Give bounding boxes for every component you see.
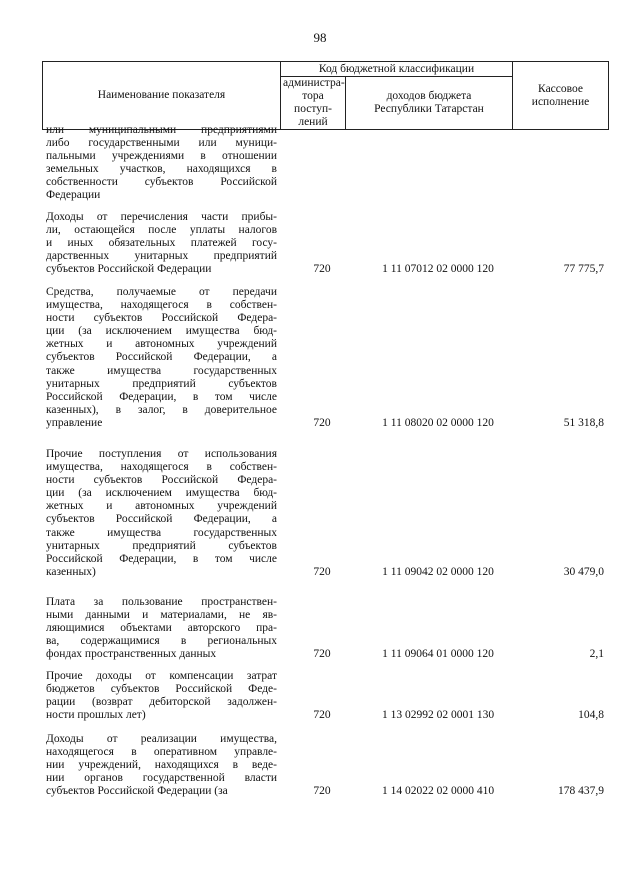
row-name-line: ности прошлых лет) xyxy=(46,709,146,722)
row-name-line: имущества, находящегося в собствен- xyxy=(46,461,277,474)
row-name-line: субъектов Российской Федерации (за xyxy=(46,785,228,798)
row-name-line: ляющимися объектами авторского пра- xyxy=(46,622,277,635)
row-name-line: казенных), в залог, в доверительное xyxy=(46,403,277,416)
row-name-line: или муниципальными предприятиями xyxy=(46,124,277,136)
row-name xyxy=(46,124,277,203)
row-name-line: Доходы от реализации имущества, xyxy=(46,733,277,745)
row-name-line: субъектов Российской Федерации xyxy=(46,263,212,276)
row-name-line: жетных и автономных учреждений xyxy=(46,338,277,351)
row-income-code: 1 13 02992 02 0001 130 xyxy=(381,709,495,722)
row-name-line: казенных) xyxy=(46,565,96,578)
row-name-line: земельных участков, находящихся в xyxy=(46,163,277,176)
row-income-code: 1 11 09064 01 0000 120 xyxy=(382,648,494,661)
row-name xyxy=(46,670,277,722)
page-number: 98 xyxy=(313,30,327,45)
row-name-line: также имущества государственных xyxy=(46,526,277,539)
row-name-line: находящегося в оперативном управле- xyxy=(46,746,277,759)
row-admin-code: 720 xyxy=(313,648,331,661)
row-name-line: нии учреждений, находящихся в веде- xyxy=(46,759,277,772)
row-name-line: ции (за исключением имущества бюд- xyxy=(46,325,277,338)
row-name-line: Федерации xyxy=(46,189,101,202)
row-name-line: рации (возврат дебиторской задолжен- xyxy=(46,696,277,709)
row-name-line: ности субъектов Российской Федера- xyxy=(46,474,277,487)
row-name-line: ции (за исключением имущества бюд- xyxy=(46,487,277,500)
row-name-line: фондах пространственных данных xyxy=(46,648,217,661)
row-amount: 2,1 xyxy=(589,648,604,661)
row-name-line: пальными учреждениями в отношении xyxy=(46,150,277,163)
row-name-line: нии органов государственной власти xyxy=(46,772,277,785)
row-name-line: ли, остающейся после уплаты налогов xyxy=(46,224,277,237)
row-name xyxy=(46,286,277,430)
row-amount: 51 318,8 xyxy=(563,417,604,429)
row-admin-code: 720 xyxy=(313,263,331,276)
header-name-column: Наименование показателя xyxy=(43,62,281,130)
row-name-line: Доходы от перечисления части прибы- xyxy=(46,211,277,223)
row-name-line: Прочие доходы от компенсации затрат xyxy=(46,670,277,682)
row-name-line: бюджетов субъектов Российской Феде- xyxy=(46,683,277,696)
row-name-line: жетных и автономных учреждений xyxy=(46,500,277,513)
header-admin-column: администра- тора поступ- лений xyxy=(281,77,346,130)
row-name-line: дарственных унитарных предприятий xyxy=(46,250,277,263)
row-name-line: и иных обязательных платежей госу- xyxy=(46,237,277,250)
row-name xyxy=(46,448,277,579)
row-name xyxy=(46,596,277,661)
row-name-line: Российской Федерации, в том числе xyxy=(46,390,277,403)
row-admin-code: 720 xyxy=(313,709,331,722)
row-name-line: унитарных предприятий субъектов xyxy=(46,377,277,390)
row-name-line: ности субъектов Российской Федера- xyxy=(46,312,277,325)
row-name-line: субъектов Российской Федерации, а xyxy=(46,513,277,526)
row-admin-code: 720 xyxy=(313,417,331,429)
row-name-line: управление xyxy=(46,416,103,429)
row-name-line: также имущества государственных xyxy=(46,364,277,377)
row-income-code: 1 11 07012 02 0000 120 xyxy=(382,263,494,276)
row-amount: 178 437,9 xyxy=(558,785,604,798)
row-admin-code: 720 xyxy=(313,565,331,578)
row-name xyxy=(46,211,277,276)
row-amount: 104,8 xyxy=(578,709,604,722)
row-name-line: либо государственными или муници- xyxy=(46,137,277,150)
row-name-line: Прочие поступления от использования xyxy=(46,448,277,460)
row-admin-code: 720 xyxy=(313,785,331,798)
row-name-line: ными данными и материалами, не яв- xyxy=(46,609,277,622)
header-classification-group: Код бюджетной классификации xyxy=(281,62,513,77)
row-name-line: Российской Федерации, в том числе xyxy=(46,552,277,565)
row-amount: 77 775,7 xyxy=(563,263,604,276)
row-name-line: собственности субъектов Российской xyxy=(46,176,277,189)
header-cash-column: Кассовое исполнение xyxy=(513,62,609,130)
row-name-line: субъектов Российской Федерации, а xyxy=(46,351,277,364)
row-name-line: Средства, получаемые от передачи xyxy=(46,286,277,298)
row-income-code: 1 14 02022 02 0000 410 xyxy=(381,785,495,798)
row-name-line: ва, содержащимися в региональных xyxy=(46,635,277,648)
row-income-code: 1 11 09042 02 0000 120 xyxy=(382,565,494,578)
row-amount: 30 479,0 xyxy=(563,565,604,578)
header-income-column: доходов бюджета Республики Татарстан xyxy=(346,77,513,130)
row-income-code: 1 11 08020 02 0000 120 xyxy=(382,417,494,429)
row-name-line: имущества, находящегося в собствен- xyxy=(46,299,277,312)
row-name-line: Плата за пользование пространствен- xyxy=(46,596,277,608)
row-name-line: унитарных предприятий субъектов xyxy=(46,539,277,552)
row-name xyxy=(46,733,277,798)
